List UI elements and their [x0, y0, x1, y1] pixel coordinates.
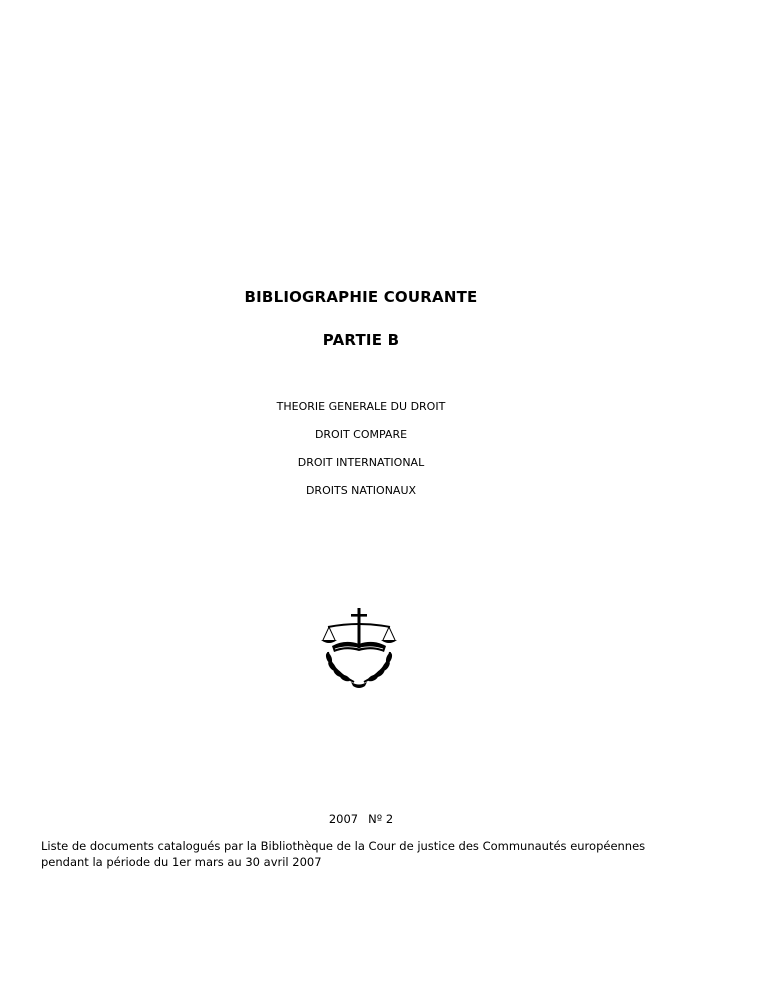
topic-item: DROIT COMPARE: [314, 428, 408, 441]
curia-emblem-icon: [318, 608, 400, 690]
topic-list: [0, 400, 722, 512]
issue-line: [0, 812, 722, 826]
document-description: [41, 838, 741, 870]
topic-item: DROIT INTERNATIONAL: [297, 456, 425, 469]
topic-item: THEORIE GENERALE DU DROIT: [276, 400, 446, 413]
issue-number: Nº 2: [368, 812, 394, 826]
document-subtitle: PARTIE B: [322, 331, 400, 349]
issue-year: 2007: [328, 812, 359, 826]
description-line: Liste de documents catalogués par la Bibliothèque de la Cour de justice des Communautés européennes: [41, 839, 646, 853]
description-line: pendant la période du 1er mars au 30 avril 2007: [41, 855, 322, 869]
topic-item: DROITS NATIONAUX: [305, 484, 417, 497]
document-title: BIBLIOGRAPHIE COURANTE: [244, 288, 478, 306]
